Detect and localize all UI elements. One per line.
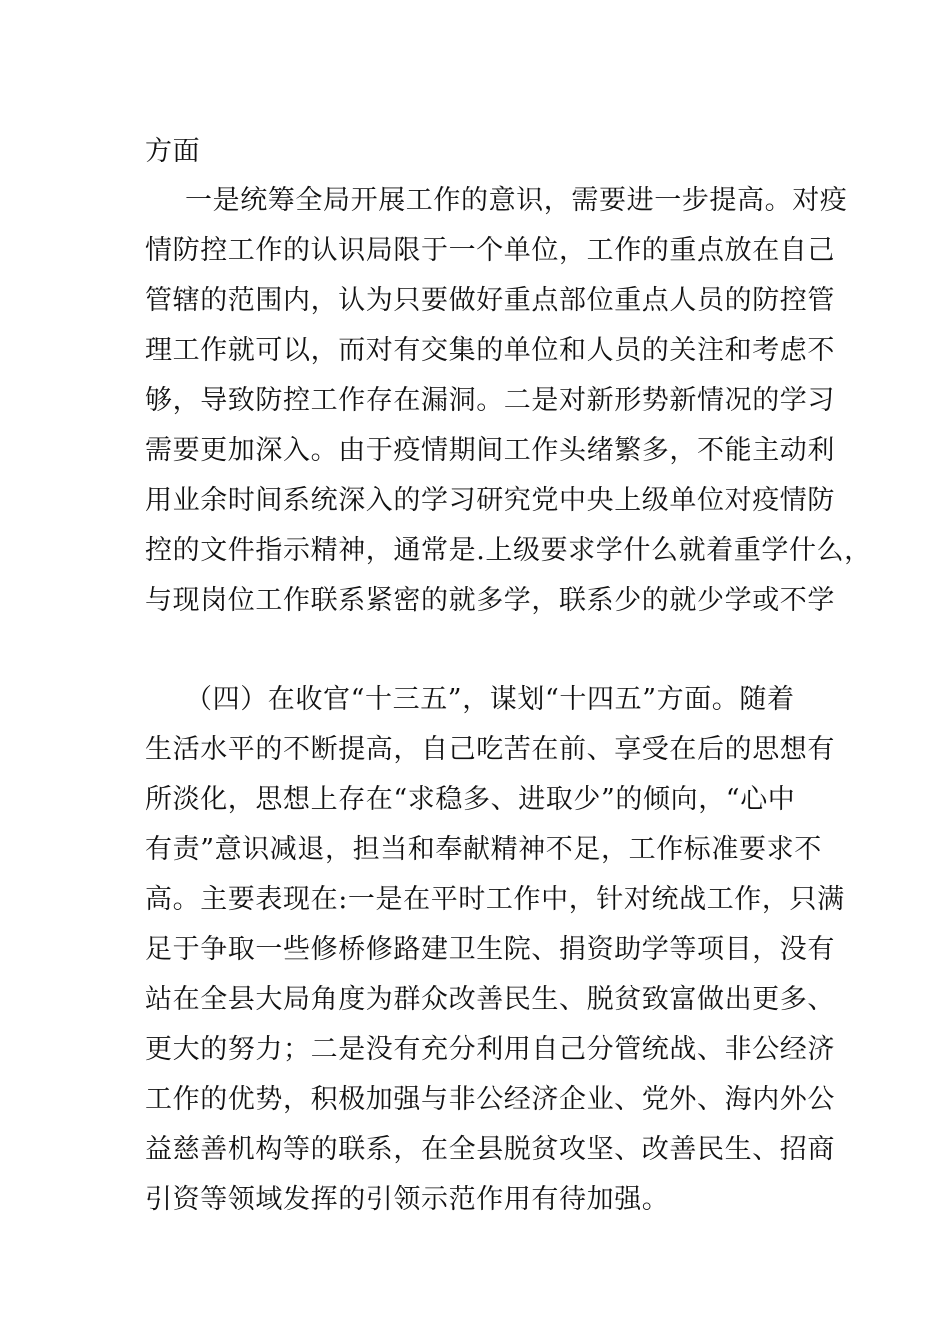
- text-line: 情防控工作的认识局限于一个单位，工作的重点放在自己: [145, 235, 835, 266]
- text-line: 与现岗位工作联系紧密的就多学，联系少的就少学或不学: [145, 585, 835, 616]
- text-line: 有责”意识减退，担当和奉献精神不足，工作标准要求不: [145, 834, 822, 865]
- text-line: 方面: [145, 136, 201, 167]
- text-line: 用业余时间系统深入的学习研究党中央上级单位对疫情防: [145, 485, 835, 516]
- text-line: 站在全县大局角度为群众改善民生、脱贫致富做出更多、: [145, 984, 835, 1015]
- text-line: 需要更加深入。由于疫情期间工作头绪繁多，不能主动利: [145, 435, 835, 466]
- text-line: 益慈善机构等的联系，在全县脱贫攻坚、改善民生、招商: [145, 1134, 835, 1165]
- paragraph-first-line: （四）在收官“十三五”，谋划“十四五”方面。随着: [185, 684, 795, 715]
- text-line: 管辖的范围内，认为只要做好重点部位重点人员的防控管: [145, 285, 835, 316]
- text-line: 足于争取一些修桥修路建卫生院、捐资助学等项目，没有: [145, 934, 835, 965]
- text-line: 控的文件指示精神，通常是.上级要求学什么就着重学什么，: [145, 535, 872, 566]
- text-line: 理工作就可以，而对有交集的单位和人员的关注和考虑不: [145, 335, 835, 366]
- text-line: 生活水平的不断提高，自己吃苦在前、享受在后的思想有: [145, 734, 835, 765]
- text-line: 所淡化，思想上存在“求稳多、进取少”的倾向，“心中: [145, 784, 796, 815]
- text-line: 更大的努力；二是没有充分利用自己分管统战、非公经济: [145, 1034, 835, 1065]
- text-line: 高。主要表现在:一是在平时工作中，针对统战工作，只满: [145, 884, 845, 915]
- text-line: 工作的优势，积极加强与非公经济企业、党外、海内外公: [145, 1084, 835, 1115]
- text-line: 引资等领域发挥的引领示范作用有待加强。: [145, 1184, 670, 1215]
- text-line: 够，导致防控工作存在漏洞。二是对新形势新情况的学习: [145, 385, 835, 416]
- paragraph-first-line: 一是统筹全局开展工作的意识，需要进一步提高。对疫: [185, 185, 848, 216]
